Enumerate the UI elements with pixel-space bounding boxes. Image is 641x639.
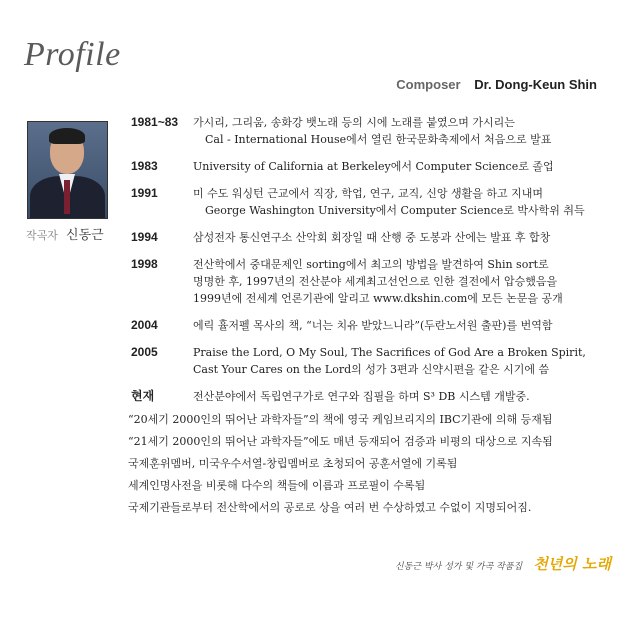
timeline-description: 전산분야에서 독립연구가로 연구와 집필을 하며 S³ DB 시스템 개발중. [193, 390, 530, 403]
timeline-year: 1981~83 [131, 115, 179, 129]
timeline-year: 1983 [131, 159, 158, 173]
honor-item: 국제훈위멤버, 미국우수서열-창립멤버로 초청되어 공훈서열에 기록됨 [128, 457, 458, 470]
photo-caption [26, 224, 104, 243]
timeline-entry [131, 158, 606, 175]
composer-name: Dr. Dong-Keun Shin [474, 77, 597, 92]
timeline-description: 삼성전자 통신연구소 산악회 회장일 때 산행 중 도봉과 산에는 발표 후 합창 [193, 231, 551, 244]
composer-line [396, 77, 597, 92]
photo-caption-role: 작곡자 [26, 229, 58, 242]
timeline-description: 에릭 휼저펠 목사의 책, “너는 치유 받았느니라”(두란노서원 출판)를 번역함 [193, 319, 553, 332]
timeline-year: 2004 [131, 318, 158, 332]
timeline [131, 114, 606, 415]
timeline-year: 2005 [131, 345, 158, 359]
footer-title: 천년의 노래 [533, 555, 611, 573]
timeline-entry [131, 317, 606, 334]
timeline-entry [131, 388, 606, 405]
composer-photo [27, 121, 108, 219]
photo-caption-name: 신동근 [66, 228, 104, 243]
footer-subtitle: 신동근 박사 성가 및 가곡 작품집 [394, 562, 523, 572]
timeline-entry [131, 114, 606, 148]
timeline-year: 1994 [131, 230, 158, 244]
footer [395, 553, 611, 574]
honor-item: “21세기 2000인의 뛰어난 과학자들”에도 매년 등재되어 검증과 비평의 대상으로 지속됨 [128, 435, 553, 448]
timeline-description: University of California at Berkeley에서 Computer Science로 졸업 [193, 160, 554, 173]
composer-role: Composer [396, 77, 461, 92]
timeline-description: 미 수도 워싱턴 근교에서 직장, 학업, 연구, 교직, 신앙 생활을 하고 지내며 George Washington University에서 Computer Science로 박사학위 취득 [193, 187, 585, 217]
timeline-year: 1991 [131, 186, 158, 200]
timeline-description: Praise the Lord, O My Soul, The Sacrifices of God Are a Broken Spirit, Cast Your Cares on the Lord의 성가 3편과 신약시편을 같은 시기에 씀 [193, 346, 586, 376]
timeline-year: 1998 [131, 257, 158, 271]
timeline-entry [131, 185, 606, 219]
page-title: Profile [24, 36, 121, 73]
timeline-year: 현재 [131, 389, 155, 403]
timeline-entry [131, 229, 606, 246]
timeline-entry [131, 344, 606, 378]
honors-list [128, 409, 608, 519]
timeline-description: 가시리, 그리움, 송화강 뱃노래 등의 시에 노래를 붙였으며 가시리는 Cal - International House에서 열린 한국문화축제에서 처음으로 발표 [193, 116, 552, 146]
honor-item: 국제기관들로부터 전산학에서의 공로로 상을 여러 번 수상하였고 수없이 지명되어짐. [128, 501, 532, 514]
honor-item: 세계인명사전을 비롯해 다수의 책들에 이름과 프로필이 수록됨 [128, 479, 426, 492]
timeline-description: 전산학에서 중대문제인 sorting에서 최고의 방법을 발견하여 Shin sort로 명명한 후, 1997년의 전산분야 세계최고선언으로 인한 결전에서 압승했음을 1999년에 전세계 언론기관에 알리고 www.dkshin.com에 모든 논문을 공개 [193, 258, 563, 305]
honor-item: “20세기 2000인의 뛰어난 과학자들”의 책에 영국 케임브리지의 IBC기관에 의해 등재됨 [128, 413, 553, 426]
timeline-entry [131, 256, 606, 307]
